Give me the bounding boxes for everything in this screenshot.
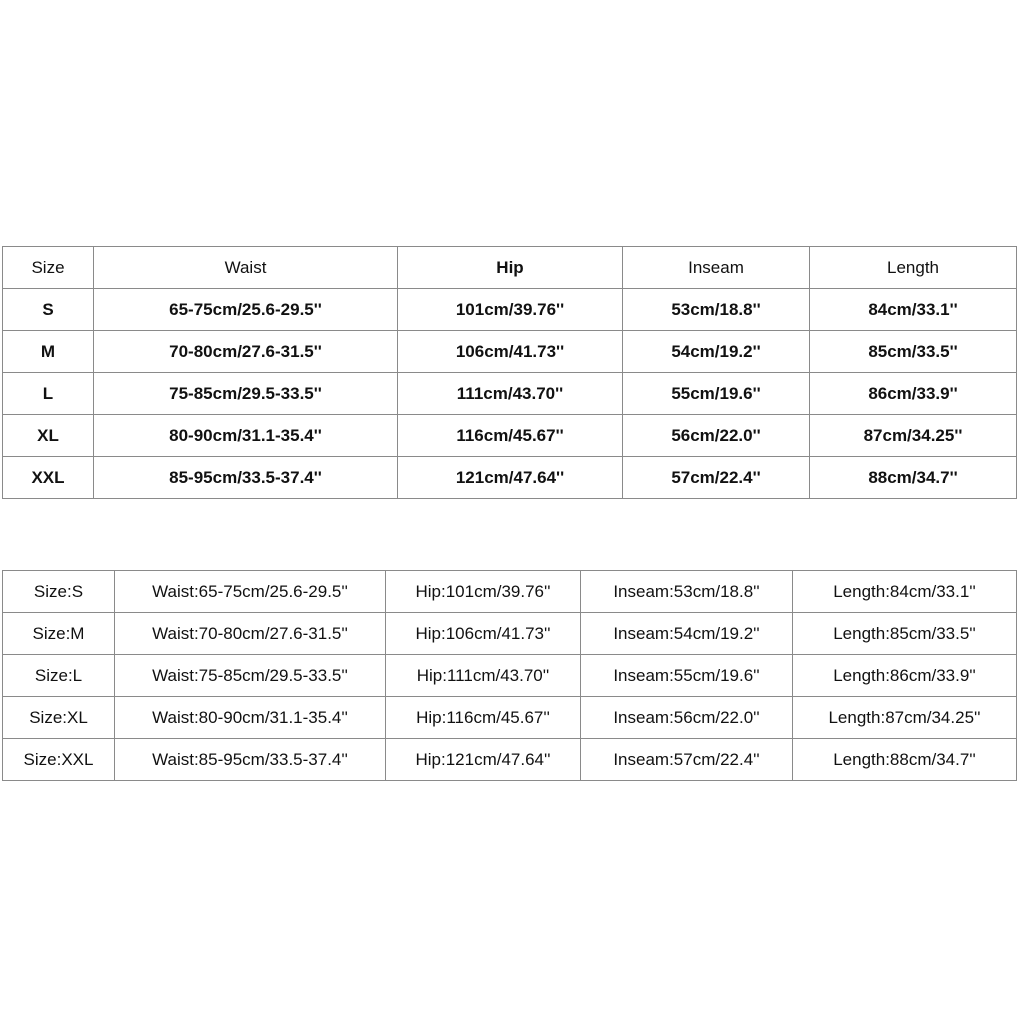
table-row: [3, 415, 1017, 457]
length-cell: 86cm/33.9'': [810, 373, 1017, 415]
inseam-cell: 55cm/19.6'': [623, 373, 810, 415]
size-cell: Size:XL: [3, 697, 115, 739]
inseam-cell: Inseam:56cm/22.0'': [581, 697, 793, 739]
inseam-cell: 56cm/22.0'': [623, 415, 810, 457]
length-cell: 85cm/33.5'': [810, 331, 1017, 373]
size-cell: Size:XXL: [3, 739, 115, 781]
inseam-cell: 57cm/22.4'': [623, 457, 810, 499]
hip-cell: Hip:121cm/47.64'': [386, 739, 581, 781]
inseam-cell: 53cm/18.8'': [623, 289, 810, 331]
size-cell: L: [3, 373, 94, 415]
size-chart-labeled-table: [2, 570, 1017, 781]
table-row: [3, 655, 1017, 697]
waist-cell: 85-95cm/33.5-37.4'': [94, 457, 398, 499]
size-chart-table: [2, 246, 1017, 499]
length-cell: 84cm/33.1'': [810, 289, 1017, 331]
length-cell: 87cm/34.25'': [810, 415, 1017, 457]
hip-cell: 116cm/45.67'': [398, 415, 623, 457]
table-row: [3, 457, 1017, 499]
hip-cell: Hip:111cm/43.70'': [386, 655, 581, 697]
inseam-cell: 54cm/19.2'': [623, 331, 810, 373]
length-cell: Length:87cm/34.25'': [793, 697, 1017, 739]
waist-cell: Waist:75-85cm/29.5-33.5'': [115, 655, 386, 697]
length-cell: 88cm/34.7'': [810, 457, 1017, 499]
size-cell: Size:M: [3, 613, 115, 655]
hip-cell: 106cm/41.73'': [398, 331, 623, 373]
length-cell: Length:88cm/34.7'': [793, 739, 1017, 781]
size-cell: XL: [3, 415, 94, 457]
waist-cell: 80-90cm/31.1-35.4'': [94, 415, 398, 457]
size-cell: XXL: [3, 457, 94, 499]
size-cell: Size:S: [3, 571, 115, 613]
size-cell: S: [3, 289, 94, 331]
table-row: [3, 739, 1017, 781]
table-header-row: [3, 247, 1017, 289]
size-cell: M: [3, 331, 94, 373]
length-cell: Length:86cm/33.9'': [793, 655, 1017, 697]
inseam-cell: Inseam:53cm/18.8'': [581, 571, 793, 613]
table-row: [3, 331, 1017, 373]
hip-cell: Hip:106cm/41.73'': [386, 613, 581, 655]
table-row: [3, 571, 1017, 613]
header-length: Length: [810, 247, 1017, 289]
inseam-cell: Inseam:55cm/19.6'': [581, 655, 793, 697]
header-hip: Hip: [398, 247, 623, 289]
waist-cell: Waist:80-90cm/31.1-35.4'': [115, 697, 386, 739]
size-cell: Size:L: [3, 655, 115, 697]
waist-cell: 65-75cm/25.6-29.5'': [94, 289, 398, 331]
waist-cell: Waist:85-95cm/33.5-37.4'': [115, 739, 386, 781]
waist-cell: Waist:70-80cm/27.6-31.5'': [115, 613, 386, 655]
header-size: Size: [3, 247, 94, 289]
table-row: [3, 697, 1017, 739]
hip-cell: Hip:101cm/39.76'': [386, 571, 581, 613]
waist-cell: Waist:65-75cm/25.6-29.5'': [115, 571, 386, 613]
hip-cell: 101cm/39.76'': [398, 289, 623, 331]
waist-cell: 75-85cm/29.5-33.5'': [94, 373, 398, 415]
header-inseam: Inseam: [623, 247, 810, 289]
table-row: [3, 613, 1017, 655]
inseam-cell: Inseam:57cm/22.4'': [581, 739, 793, 781]
table-row: [3, 289, 1017, 331]
length-cell: Length:85cm/33.5'': [793, 613, 1017, 655]
hip-cell: Hip:116cm/45.67'': [386, 697, 581, 739]
hip-cell: 111cm/43.70'': [398, 373, 623, 415]
hip-cell: 121cm/47.64'': [398, 457, 623, 499]
table-row: [3, 373, 1017, 415]
header-waist: Waist: [94, 247, 398, 289]
waist-cell: 70-80cm/27.6-31.5'': [94, 331, 398, 373]
length-cell: Length:84cm/33.1'': [793, 571, 1017, 613]
inseam-cell: Inseam:54cm/19.2'': [581, 613, 793, 655]
